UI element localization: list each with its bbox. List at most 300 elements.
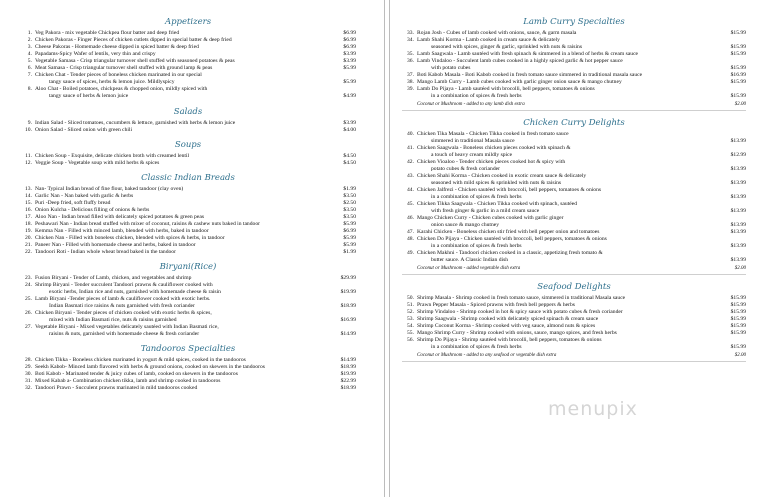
menu-item <box>402 323 746 330</box>
item-price: $15.99 <box>730 316 746 322</box>
section-title: Biryani(Rice) <box>159 262 217 272</box>
item-price: $5.99 <box>343 242 356 248</box>
item-description: butter sauce. A Classic Indian dish <box>431 257 509 263</box>
menu-item <box>20 65 356 72</box>
menu-section <box>20 139 356 167</box>
item-number: 40. <box>407 131 414 137</box>
item-price: $13.99 <box>730 180 746 186</box>
menu-item <box>402 337 746 344</box>
item-description: Peshawari Nan - Indian bread stuffed with mixer of coconut, raisins & cashew nuts baked in tandoor <box>35 221 260 227</box>
menu-section <box>20 172 356 256</box>
item-description: Lamb Shahi Korma - Lamb cooked in cream sauce & delicately <box>417 37 560 43</box>
item-price: $16.99 <box>730 72 746 78</box>
item-price <box>742 58 746 65</box>
item-description: Chicken Do Pijaya - Chicken sautéed with broccoli, bell peppers, tomatoes & onions <box>417 236 607 242</box>
item-description: Shrimp Masala - Shrimp cooked in fresh tomato sauce, simmered in traditional Masala sauce <box>417 295 626 301</box>
menu-item <box>402 208 746 215</box>
menu-item <box>20 221 356 228</box>
item-price: $6.99 <box>343 44 356 50</box>
item-description: Aloo Nan - Indian bread filled with delicately spiced potatoes & green peas <box>35 214 204 220</box>
item-number: 22. <box>25 249 32 255</box>
item-description: Cheese Pakoras - Homemade cheese dipped in spiced batter & deep fried <box>35 44 199 50</box>
item-number: 32. <box>25 385 32 391</box>
item-price <box>352 296 356 303</box>
item-price <box>742 187 746 194</box>
menu-item <box>402 51 746 58</box>
item-price: $15.99 <box>730 30 746 36</box>
item-price: $5.99 <box>343 235 356 241</box>
section-divider <box>402 361 746 362</box>
item-price: $15.99 <box>730 330 746 336</box>
item-number: 7. <box>27 72 32 78</box>
item-number: 27. <box>25 324 32 330</box>
menu-item <box>20 357 356 364</box>
menu-item <box>402 194 746 201</box>
item-price: $16.99 <box>340 317 356 323</box>
item-description: Kemma Nan - Filled with minced lamb, blended with herbs, baked in tandoor <box>35 228 209 234</box>
item-price: $15.99 <box>730 309 746 315</box>
section-title: Chicken Curry Delights <box>523 118 625 128</box>
menu-item <box>20 44 356 51</box>
item-price: $5.99 <box>343 221 356 227</box>
item-number: 38. <box>407 79 414 85</box>
menu-item <box>20 153 356 160</box>
item-number: 24. <box>25 282 32 288</box>
menu-item <box>402 30 746 37</box>
item-price <box>742 159 746 166</box>
item-number: 54. <box>407 323 414 329</box>
menu-item <box>20 275 356 282</box>
item-number: 25. <box>25 296 32 302</box>
item-description: with potato cubes <box>431 65 471 71</box>
section-title: Appetizers <box>164 17 212 27</box>
menu-item <box>402 173 746 180</box>
menu-item <box>20 120 356 127</box>
item-number: 42. <box>407 159 414 165</box>
item-number: 43. <box>407 173 414 179</box>
menu-item <box>20 127 356 134</box>
menu-item <box>20 160 356 167</box>
menu-item <box>20 310 356 317</box>
menu-item <box>20 378 356 385</box>
menu-section <box>20 261 356 338</box>
menu-section <box>402 16 746 111</box>
menu-section <box>402 281 746 362</box>
item-price <box>742 37 746 44</box>
menu-section <box>402 117 746 275</box>
item-description: Mango Chicken Curry - Chicken cubes cooked with garlic ginger <box>417 215 564 221</box>
item-description: Garlic Nan - Nan baked with garlic & herbs <box>35 193 134 199</box>
extra-note-text: Coconut or Mushroom - added to any lamb dish extra <box>417 102 525 107</box>
item-description: in a combination of spices & fresh herbs <box>431 344 522 350</box>
extra-note-text: Coconut or Mushroom - added to any seafood or vegetable dish extra <box>417 353 557 358</box>
item-description: Shrimp Vindaloo - Shrimp cooked in hot & spicy sauce with potato cubes & fresh coriander <box>417 309 623 315</box>
item-number: 9. <box>27 120 32 126</box>
item-description: Chicken Nan - Filled with boneless chicken, blended with spices & herbs, in tandoor <box>35 235 225 241</box>
menu-item <box>402 250 746 257</box>
menu-item <box>402 295 746 302</box>
item-price: $15.99 <box>730 44 746 50</box>
menu-item <box>20 317 356 324</box>
item-price: $15.99 <box>730 302 746 308</box>
item-number: 3. <box>27 44 32 50</box>
item-price <box>352 282 356 289</box>
item-number: 50. <box>407 295 414 301</box>
item-description: Chicken Tikka - Boneless chicken marinated in yogurt & mild spices, cooked in the tandooros <box>35 357 246 363</box>
item-description: Chicken Tikka Saagwala - Chicken Tikka cooked with spinach, sautéed <box>417 201 578 207</box>
item-number: 56. <box>407 337 414 343</box>
item-number: 13. <box>25 186 32 192</box>
item-number: 52. <box>407 309 414 315</box>
item-description: Veg Pakora - mix vegetable Chickpea flour batter and deep fried <box>35 30 180 36</box>
column-divider <box>384 0 385 497</box>
item-price: $15.99 <box>730 93 746 99</box>
item-description: Chicken Tika Masala - Chicken Tikka cooked in fresh tomato sauce <box>417 131 569 137</box>
menu-item <box>20 86 356 93</box>
item-price <box>742 131 746 138</box>
item-description: Veggie Soup - Vegetable soup with mild herbs & spices <box>35 160 160 166</box>
item-description: Shrimp Saagwala - Shrimp cooked with delicately spiced spinach & cream sauce <box>417 316 599 322</box>
item-number: 12. <box>25 160 32 166</box>
menu-item <box>402 309 746 316</box>
item-number: 2. <box>27 37 32 43</box>
item-number: 11. <box>25 153 32 159</box>
item-description: Mango Shrimp Curry - Shrimp cooked with onions, sauce, mango spices, and fresh herbs <box>417 330 617 336</box>
item-number: 35. <box>407 51 414 57</box>
menu-item <box>402 65 746 72</box>
item-number: 45. <box>407 201 414 207</box>
item-price: $15.99 <box>730 295 746 301</box>
menu-section <box>20 343 356 392</box>
item-price: $3.99 <box>343 58 356 64</box>
item-description: Meat Samasa - Crisp triangular turnover shell stuffed with ground lamp & peas <box>35 65 213 71</box>
menu-item <box>402 37 746 44</box>
item-price: $1.99 <box>343 186 356 192</box>
item-price: $6.99 <box>343 30 356 36</box>
item-description: in a combination of spices & fresh herbs <box>431 243 522 249</box>
menu-item <box>402 44 746 51</box>
item-price: $18.99 <box>340 385 356 391</box>
menu-item <box>20 324 356 331</box>
menu-item <box>20 296 356 303</box>
item-description: Fusion Biryani - Tender of Lamb, chicken, and vegetables and shrimp <box>35 275 192 281</box>
left-column <box>20 0 356 392</box>
menu-item <box>20 228 356 235</box>
item-description: Tandoori Roti - Indian whole wheat bread baked in the tandoor <box>35 249 176 255</box>
item-description: exotic herbs, Indian rice and nuts, garnished with homemade cheese & raisin <box>49 289 221 295</box>
item-price: $4.99 <box>343 93 356 99</box>
item-number: 29. <box>25 364 32 370</box>
item-description: Nan- Typical Indian bread of fine flour, baked tandoor (clay oven) <box>35 186 184 192</box>
menu-item <box>402 72 746 79</box>
item-price: $14.99 <box>340 331 356 337</box>
item-description: Indian Salad - Sliced tomatoes, cucumbers & lettuce, garnished with herbs & lemon juice <box>35 120 236 126</box>
item-price: $4.50 <box>343 160 356 166</box>
menu-item <box>402 316 746 323</box>
item-description: Vegetable Biryani - Mixed vegetables delicately sautéed with Indian Basmati rice, <box>35 324 219 330</box>
item-description: tangy sauce of spices, herbs & lemon juice. Mildlyspicy <box>49 79 175 85</box>
item-number: 23. <box>25 275 32 281</box>
item-price: $19.99 <box>340 371 356 377</box>
item-description: Chicken Makhni - Tandoori chicken cooked in a classic, appetizing fresh tomato & <box>417 250 603 256</box>
item-price: $13.99 <box>730 138 746 144</box>
item-description: Prawn Pepper Masala - Spiced prawns with fresh bell peppers & herbs <box>417 302 575 308</box>
menu-item <box>20 51 356 58</box>
item-price <box>742 201 746 208</box>
menu-item <box>20 249 356 256</box>
item-price <box>352 310 356 317</box>
item-description: Onion Salad - Sliced onion with green chili <box>35 127 133 133</box>
section-title: Lamb Curry Specialties <box>523 17 625 27</box>
item-price: $3.50 <box>343 193 356 199</box>
section-title: Classic Indian Breads <box>141 173 235 183</box>
item-price <box>742 236 746 243</box>
item-price: $2.50 <box>343 200 356 206</box>
menu-item <box>20 193 356 200</box>
item-number: 33. <box>407 30 414 36</box>
extra-note-price: $2.00 <box>734 102 746 107</box>
menu-item <box>402 166 746 173</box>
item-number: 6. <box>27 65 32 71</box>
item-price: $14.99 <box>340 357 356 363</box>
item-description: Seekh Kabob- Minced lamb flavored with herbs & ground onions, cooked on skewers in the tandooros <box>35 364 265 370</box>
right-column <box>402 0 746 365</box>
menu-item <box>20 289 356 296</box>
item-price: $13.99 <box>730 166 746 172</box>
menu-item <box>20 79 356 86</box>
item-price: $4.00 <box>343 127 356 133</box>
menu-item <box>402 344 746 351</box>
extra-note <box>402 265 746 272</box>
item-description: Chicken Vioaloo - Tender chicken pieces cooked hot & spicy with <box>417 159 566 165</box>
item-price: $13.99 <box>730 229 746 235</box>
item-price <box>742 337 746 344</box>
extra-note-price: $2.00 <box>734 353 746 358</box>
item-description: Chicken Chat - Tender pieces of boneless chicken marinated in our special <box>35 72 202 78</box>
menu-item <box>402 215 746 222</box>
menu-item <box>402 180 746 187</box>
item-description: potato cubes & fresh coriander <box>431 166 500 172</box>
item-price: $15.99 <box>730 65 746 71</box>
item-price: $18.99 <box>340 364 356 370</box>
menu-item <box>20 207 356 214</box>
item-price <box>352 72 356 79</box>
menu-item <box>402 131 746 138</box>
menu-item <box>402 201 746 208</box>
menu-item <box>402 86 746 93</box>
menu-item <box>20 371 356 378</box>
item-price: $4.50 <box>343 153 356 159</box>
item-description: raisins & nuts, garnished with homemade cheese & fresh coriander <box>49 331 200 337</box>
column-divider <box>389 0 390 497</box>
item-price: $19.99 <box>340 289 356 295</box>
item-price <box>742 173 746 180</box>
item-description: Chicken Soup - Exquisite, delicate chicken broth with creamed lentil <box>35 153 190 159</box>
item-number: 14. <box>25 193 32 199</box>
item-number: 39. <box>407 86 414 92</box>
item-price <box>742 250 746 257</box>
item-price: $3.99 <box>343 51 356 57</box>
item-description: simmered in traditional Masala sauce <box>431 138 515 144</box>
item-price: $13.99 <box>730 194 746 200</box>
item-description: Vegetable Samasa - Crisp triangular turnover shell stuffed with seasoned potatoes & peas <box>35 58 235 64</box>
extra-note-text: Coconut or Mushroom - added vegetable dish extra <box>417 266 521 271</box>
menu-item <box>402 222 746 229</box>
item-description: Paneer Nan - Filled with homemade cheese and herbs, baked in tandoor <box>35 242 196 248</box>
menu-item <box>20 364 356 371</box>
item-description: Shrimp Biryani - Tender succulent Tandoori prawns & cauliflower cooked with <box>35 282 213 288</box>
item-price: $15.99 <box>730 51 746 57</box>
item-number: 49. <box>407 250 414 256</box>
item-description: Lamb Saagwala - Lamb sautéed with fresh spinach & simmered in a blend of herbs & cream sauce <box>417 51 639 57</box>
item-price: $6.99 <box>343 37 356 43</box>
menu-item <box>402 187 746 194</box>
item-price <box>742 215 746 222</box>
item-price: $12.99 <box>730 152 746 158</box>
menu-item <box>402 79 746 86</box>
item-description: Boti Kabob - Marinated tender & juicy cubes of lamb, cooked on skewers in the tandooros <box>35 371 238 377</box>
item-number: 46. <box>407 215 414 221</box>
menu-item <box>20 200 356 207</box>
item-description: with fresh ginger & garlic in a mild cream sauce <box>431 208 540 214</box>
menu-item <box>402 138 746 145</box>
item-price: $29.99 <box>340 275 356 281</box>
menu-item <box>20 93 356 100</box>
item-description: Rojan Josh - Cubes of lamb cooked with onions, sauce, & garm masala <box>417 30 577 36</box>
item-price: $13.99 <box>730 257 746 263</box>
item-price <box>352 324 356 331</box>
item-description: Aloo Chat - Boiled potatoes, chickpeas & chopped onion, mildly spiced with <box>35 86 208 92</box>
item-description: Shrimp Do Pijaya - Shrimp sautéed with brocolli, bell peppers, tomatoes & onions <box>417 337 602 343</box>
menu-item <box>20 37 356 44</box>
menu-item <box>402 152 746 159</box>
item-number: 20. <box>25 235 32 241</box>
menu-item <box>20 214 356 221</box>
item-number: 5. <box>27 58 32 64</box>
item-number: 16. <box>25 207 32 213</box>
menu-item <box>20 242 356 249</box>
item-description: Chicken Biryani - Tender pieces of chicken cooked with exotic herbs & spices, <box>35 310 212 316</box>
menu-item <box>402 58 746 65</box>
item-description: tangy sauce of herbs & lemon juice <box>49 93 129 99</box>
menu-item <box>20 186 356 193</box>
menu-item <box>20 30 356 37</box>
section-divider <box>402 110 746 111</box>
menu-item <box>402 302 746 309</box>
item-number: 30. <box>25 371 32 377</box>
extra-note <box>402 101 746 108</box>
item-price: $3.50 <box>343 214 356 220</box>
item-number: 15. <box>25 200 32 206</box>
item-number: 17. <box>25 214 32 220</box>
watermark-logo: menupix <box>548 398 638 420</box>
item-number: 18. <box>25 221 32 227</box>
menu-item <box>20 235 356 242</box>
item-price: $3.99 <box>343 120 356 126</box>
item-number: 36. <box>407 58 414 64</box>
menu-item <box>20 282 356 289</box>
menu-item <box>20 385 356 392</box>
item-description: onion sauce & mango chutney <box>431 222 500 228</box>
menu-item <box>20 58 356 65</box>
item-number: 55. <box>407 330 414 336</box>
menu-item <box>402 236 746 243</box>
section-title: Soups <box>174 140 202 150</box>
item-description: Mango Lamb Curry - Lamb cubes cooked with garlic ginger onion sauce & mango chutney <box>417 79 622 85</box>
item-description: Boti Kabob Masala - Boti Kabob cooked in fresh tomato sauce simmered in traditional masala sauce <box>417 72 643 78</box>
item-description: Chicken Pakoras - Finger Pieces of chicken cutlets dipped in special batter & deep fried <box>35 37 232 43</box>
item-description: seasoned with spices, ginger & garlic, sprinkled with nuts & raisins <box>431 44 583 50</box>
item-number: 8. <box>27 86 32 92</box>
extra-note <box>402 352 746 359</box>
item-number: 31. <box>25 378 32 384</box>
item-price <box>742 86 746 93</box>
item-number: 48. <box>407 236 414 242</box>
item-description: Lamb Vindaloo - Succulent lamb cubes cooked in a highly spiced garlic & hot pepper sauce <box>417 58 623 64</box>
item-price: $5.99 <box>343 79 356 85</box>
item-price: $15.99 <box>730 344 746 350</box>
item-price: $6.99 <box>343 228 356 234</box>
item-price: $13.99 <box>730 208 746 214</box>
item-number: 41. <box>407 145 414 151</box>
item-price: $15.99 <box>730 79 746 85</box>
item-number: 4. <box>27 51 32 57</box>
item-price: $13.99 <box>730 222 746 228</box>
section-divider <box>402 274 746 275</box>
item-description: Indian Basmati rice raisins & nuts garnished with fresh coriander <box>49 303 195 309</box>
item-description: in a combination of spices & fresh herbs <box>431 194 522 200</box>
item-description: Tandoori Prawn - Succulent prawns marinated in mild tandooros cooked <box>35 385 198 391</box>
item-price: $13.99 <box>730 243 746 249</box>
item-description: Chicken Jalfrezi - Chicken sautéed with broccoli, bell peppers, tomatoes & onions <box>417 187 602 193</box>
menu-item <box>20 72 356 79</box>
menu-item <box>20 331 356 338</box>
menu-item <box>20 303 356 310</box>
item-description: in a combination of spices & fresh herbs <box>431 93 522 99</box>
item-description: Chicken Saagwala - Boneless chicken pieces cooked with spinach & <box>417 145 571 151</box>
item-number: 1. <box>27 30 32 36</box>
item-description: Puri -Deep fried, soft fluffy bread <box>35 200 111 206</box>
item-price: $3.50 <box>343 207 356 213</box>
section-title: Salads <box>173 107 203 117</box>
menu-item <box>402 159 746 166</box>
item-number: 34. <box>407 37 414 43</box>
item-price <box>352 86 356 93</box>
item-description: seasoned with mild spices & sprinkled with nuts & raisins <box>431 180 562 186</box>
section-title: Seafood Delights <box>537 282 611 292</box>
item-number: 28. <box>25 357 32 363</box>
section-title: Tandooros Specialties <box>140 344 236 354</box>
item-number: 21. <box>25 242 32 248</box>
menu-item <box>402 243 746 250</box>
item-number: 26. <box>25 310 32 316</box>
menu-item <box>402 145 746 152</box>
item-number: 47. <box>407 229 414 235</box>
item-description: Shrimp Coconut Korma - Shrimp cooked with veg sauce, almond nuts & spices <box>417 323 596 329</box>
item-price: $15.99 <box>730 323 746 329</box>
item-description: Karahi Chicken - Boneless chicken stir fried with bell pepper onion and tomatoes <box>417 229 600 235</box>
item-description: Papadams-Spicy Wafer of lentils, very thin and crispy <box>35 51 156 57</box>
item-description: Onion Kulcha - Delicious filling of onions & herbs <box>35 207 150 213</box>
menu-section <box>20 106 356 134</box>
item-description: Lamb Biryani -Tender pieces of lamb & cauliflower cooked with exotic herbs. <box>35 296 211 302</box>
item-number: 19. <box>25 228 32 234</box>
item-price: $1.99 <box>343 249 356 255</box>
item-description: mixed with Indian Basmati rice, nuts & raisins garnished <box>49 317 177 323</box>
item-description: a touch of heavy cream mildly spice <box>431 152 513 158</box>
item-number: 51. <box>407 302 414 308</box>
item-number: 53. <box>407 316 414 322</box>
